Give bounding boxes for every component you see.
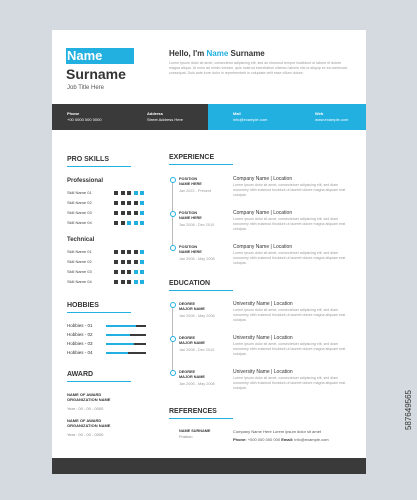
- award-1-title: [67, 392, 110, 402]
- address-value: Street Address Here: [147, 117, 184, 122]
- rating-dot: [134, 270, 138, 274]
- education-underline: [169, 290, 233, 291]
- rating-dot: [114, 260, 118, 264]
- experience-3-organization: Company Name | Location: [233, 244, 293, 250]
- reference-company: Company Name Here Lorem ipsum dolor sit amet: [233, 429, 322, 434]
- stock-id: 587649565: [404, 390, 413, 431]
- education-1-title-line1: DEGREE: [179, 302, 196, 306]
- education-3-title-line1: DEGREE: [179, 370, 196, 374]
- experience-2-description: Lorem ipsum dolor sit amet, consectetuer adipiscing elit, sed diam nonummy nibh euismod tincidunt ut laoreet dolore magna aliquam erat volutpat.: [233, 217, 346, 231]
- technical-skill-2-rating: [114, 260, 144, 264]
- rating-dot: [121, 260, 125, 264]
- professional-skill-2-rating: [114, 201, 144, 205]
- professional-label: Professional: [67, 178, 104, 184]
- education-1-date: Jan 2006 - May 2008: [179, 314, 215, 318]
- award-title: AWARD: [67, 371, 94, 378]
- last-name: Surname: [66, 66, 126, 82]
- education-1-title-line2: MAJOR NAME: [179, 307, 205, 311]
- professional-skill-4-rating: [114, 221, 144, 225]
- rating-dot: [140, 280, 144, 284]
- rating-dot: [121, 221, 125, 225]
- experience-1-organization: Company Name | Location: [233, 176, 293, 182]
- technical-skill-3-rating: [114, 270, 144, 274]
- phone-label: Phone: [67, 111, 80, 116]
- rating-dot: [121, 280, 125, 284]
- hobby-2: Hobbies - 02: [67, 332, 93, 337]
- rating-dot: [127, 260, 131, 264]
- education-2-title-line2: MAJOR NAME: [179, 341, 205, 345]
- professional-skill-3: Skill Name 03: [67, 210, 92, 215]
- education-2-description: Lorem ipsum dolor sit amet, consectetuer adipiscing elit, sed diam nonummy nibh euismod tincidunt ut laoreet dolore magna aliquam erat volutpat.: [233, 342, 346, 356]
- rating-dot: [114, 270, 118, 274]
- mail-label: Mail: [233, 111, 241, 116]
- rating-dot: [127, 270, 131, 274]
- hobbies-underline: [67, 312, 131, 313]
- experience-3-title: [179, 245, 202, 255]
- reference-contact: [233, 437, 329, 442]
- resume-page: [52, 30, 366, 474]
- hello-heading: [169, 49, 265, 58]
- education-2-organization: University Name | Location: [233, 335, 293, 341]
- rating-dot: [121, 191, 125, 195]
- rating-dot: [114, 201, 118, 205]
- rating-dot: [121, 270, 125, 274]
- award-underline: [67, 381, 131, 382]
- professional-skill-4: Skill Name 04: [67, 220, 92, 225]
- award-1-org: ORGANIZATION NAME: [67, 397, 111, 402]
- footer-bar: [52, 458, 366, 474]
- experience-2-date: Jan 2008 - Dec 2010: [179, 223, 215, 227]
- award-2-title: [67, 418, 110, 428]
- rating-dot: [114, 211, 118, 215]
- job-title: Job Title Here: [67, 85, 105, 91]
- education-2-title-line1: DEGREE: [179, 336, 196, 340]
- rating-dot: [127, 211, 131, 215]
- hobby-3-bar-fill: [106, 343, 134, 345]
- reference-position: Position: [179, 435, 193, 439]
- contact-mail: [233, 111, 267, 122]
- education-3-title-line2: MAJOR NAME: [179, 375, 205, 379]
- education-3-date: Jan 2006 - May 2008: [179, 382, 215, 386]
- experience-2-title-line1: POSITION: [179, 211, 198, 215]
- rating-dot: [114, 221, 118, 225]
- hobby-1-bar-fill: [106, 325, 136, 327]
- experience-3-marker: [170, 245, 176, 251]
- rating-dot: [127, 250, 131, 254]
- education-3-organization: University Name | Location: [233, 369, 293, 375]
- experience-2-title-line2: NAME HERE: [179, 216, 202, 220]
- reference-email-label: Email:: [281, 437, 294, 442]
- experience-underline: [169, 164, 233, 165]
- education-1-title: [179, 302, 205, 312]
- hobby-1: Hobbies - 01: [67, 323, 93, 328]
- education-3-description: Lorem ipsum dolor sit amet, consectetuer adipiscing elit, sed diam nonummy nibh euismod tincidunt ut laoreet dolore magna aliquam erat volutpat.: [233, 376, 346, 390]
- award-2-year: Year : 00 - 00 - 0000: [67, 432, 104, 437]
- technical-skill-3: Skill Name 03: [67, 269, 92, 274]
- experience-3-title-line1: POSITION: [179, 245, 198, 249]
- technical-skill-4: Skill Name 04: [67, 279, 92, 284]
- rating-dot: [140, 260, 144, 264]
- experience-2-marker: [170, 211, 176, 217]
- rating-dot: [134, 250, 138, 254]
- rating-dot: [140, 191, 144, 195]
- rating-dot: [134, 260, 138, 264]
- experience-title: EXPERIENCE: [169, 154, 215, 161]
- reference-email: info@example.com: [294, 437, 329, 442]
- experience-3-description: Lorem ipsum dolor sit amet, consectetuer adipiscing elit, sed diam nonummy nibh euismod tincidunt ut laoreet dolore magna aliquam erat volutpat.: [233, 251, 346, 265]
- technical-skill-1: Skill Name 01: [67, 249, 92, 254]
- education-2-title: [179, 336, 205, 346]
- rating-dot: [121, 201, 125, 205]
- web-label: Web: [315, 111, 324, 116]
- rating-dot: [127, 221, 131, 225]
- contact-phone: [67, 111, 102, 122]
- intro-text: Lorem ipsum dolor sit amet, consectetur adipiscing elit, sed do eiusmod tempor incididunt ut labore et dolore magna aliqua. Ut enim ad minim veniam, quis nostrud exercitation ullamco laboris nisi ut aliquip ex ea commodo consequat. Duis aute irure dolor in reprehenderit in voluptate velit esse cillum dolore.: [169, 61, 348, 76]
- reference-phone: +000 000 000 000: [247, 437, 281, 442]
- hobby-3: Hobbies - 03: [67, 341, 93, 346]
- award-2-org: ORGANIZATION NAME: [67, 423, 111, 428]
- education-title: EDUCATION: [169, 280, 211, 287]
- hobby-2-bar-fill: [106, 334, 130, 336]
- rating-dot: [127, 201, 131, 205]
- technical-skill-2: Skill Name 02: [67, 259, 92, 264]
- award-1-year: Year : 00 - 00 - 0000: [67, 406, 104, 411]
- education-3-title: [179, 370, 205, 380]
- award-1-name: NAME OF AWARD: [67, 392, 102, 397]
- education-2-marker: [170, 336, 176, 342]
- rating-dot: [140, 270, 144, 274]
- web-value: www.example.com: [315, 117, 349, 122]
- education-1-organization: University Name | Location: [233, 301, 293, 307]
- experience-1-title: [179, 177, 202, 187]
- technical-skill-4-rating: [114, 280, 144, 284]
- hello-name: Name: [206, 49, 229, 58]
- rating-dot: [140, 201, 144, 205]
- technical-label: Technical: [67, 237, 95, 243]
- hobbies-title: HOBBIES: [67, 302, 99, 309]
- rating-dot: [140, 221, 144, 225]
- rating-dot: [134, 211, 138, 215]
- rating-dot: [114, 191, 118, 195]
- phone-value: +00 0000 000 0000: [67, 117, 102, 122]
- professional-skill-1: Skill Name 01: [67, 190, 92, 195]
- rating-dot: [121, 250, 125, 254]
- rating-dot: [127, 191, 131, 195]
- experience-2-organization: Company Name | Location: [233, 210, 293, 216]
- rating-dot: [140, 250, 144, 254]
- award-2-name: NAME OF AWARD: [67, 418, 102, 423]
- rating-dot: [114, 250, 118, 254]
- experience-1-title-line1: POSITION: [179, 177, 198, 181]
- reference-name: NAME SURNAME: [179, 429, 211, 433]
- pro-skills-title: PRO SKILLS: [67, 156, 110, 163]
- rating-dot: [134, 191, 138, 195]
- first-name: Name: [67, 48, 103, 63]
- education-2-date: Jan 2008 - Dec 2010: [179, 348, 215, 352]
- rating-dot: [140, 211, 144, 215]
- pro-skills-underline: [67, 166, 131, 167]
- experience-3-title-line2: NAME HERE: [179, 250, 202, 254]
- experience-1-description: Lorem ipsum dolor sit amet, consectetuer adipiscing elit, sed diam nonummy nibh euismod tincidunt ut laoreet dolore magna aliquam erat volutpat.: [233, 183, 346, 197]
- hello-suffix: Surname: [230, 49, 265, 58]
- rating-dot: [134, 221, 138, 225]
- rating-dot: [121, 211, 125, 215]
- hello-prefix: Hello, I'm: [169, 49, 205, 58]
- mail-value: info@example.com: [233, 117, 268, 122]
- address-label: Address: [147, 111, 164, 116]
- hobby-4: Hobbies - 04: [67, 350, 93, 355]
- rating-dot: [134, 201, 138, 205]
- references-underline: [169, 418, 233, 419]
- professional-skill-1-rating: [114, 191, 144, 195]
- contact-web: [315, 111, 348, 122]
- education-1-description: Lorem ipsum dolor sit amet, consectetuer adipiscing elit, sed diam nonummy nibh euismod tincidunt ut laoreet dolore magna aliquam erat volutpat.: [233, 308, 346, 322]
- professional-skill-3-rating: [114, 211, 144, 215]
- experience-2-title: [179, 211, 202, 221]
- experience-1-marker: [170, 177, 176, 183]
- professional-skill-2: Skill Name 02: [67, 200, 92, 205]
- hobby-4-bar-fill: [106, 352, 128, 354]
- contact-address: [147, 111, 183, 122]
- reference-phone-label: Phone:: [233, 437, 247, 442]
- education-3-marker: [170, 370, 176, 376]
- experience-1-title-line2: NAME HERE: [179, 182, 202, 186]
- education-1-marker: [170, 302, 176, 308]
- references-title: REFERENCES: [169, 408, 217, 415]
- rating-dot: [134, 280, 138, 284]
- technical-skill-1-rating: [114, 250, 144, 254]
- rating-dot: [127, 280, 131, 284]
- rating-dot: [114, 280, 118, 284]
- experience-1-date: Jan 2022 - Present: [179, 189, 212, 193]
- experience-3-date: Jan 2006 - May 2008: [179, 257, 215, 261]
